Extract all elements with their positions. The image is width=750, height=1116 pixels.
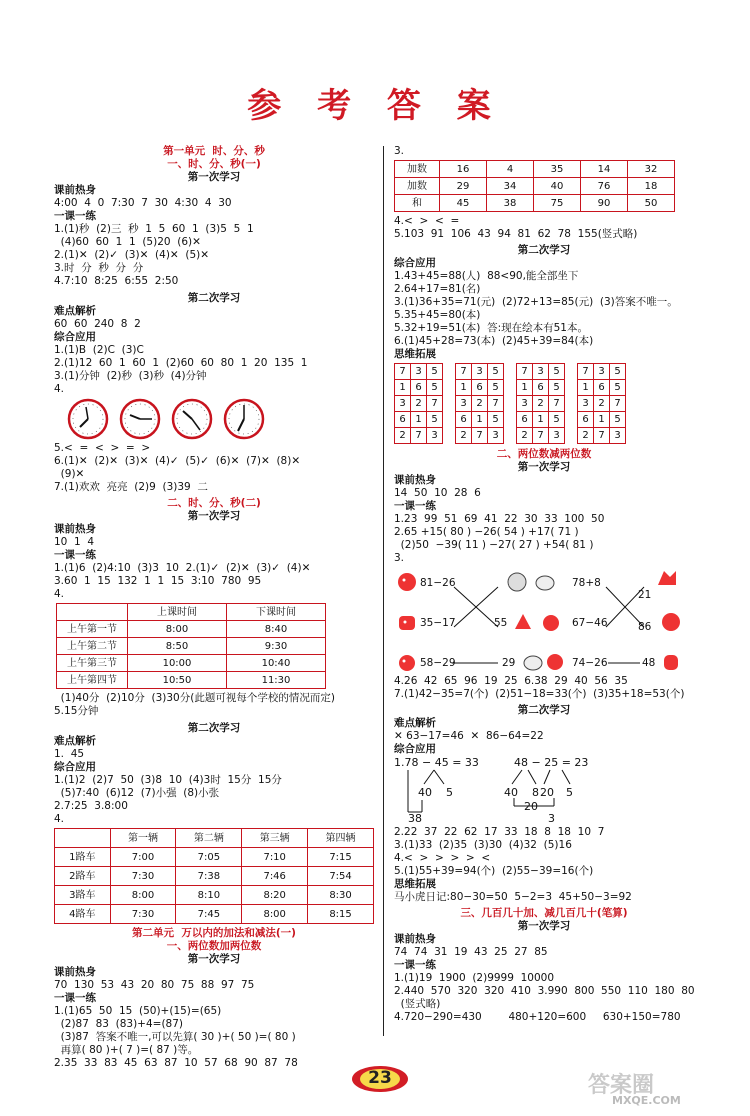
table-cell: 8:20 — [242, 886, 308, 905]
animal-icon — [660, 611, 682, 633]
table-cell: 4路车 — [55, 905, 111, 924]
watermark-url: MXQE.COM — [612, 1094, 681, 1107]
grid-cell: 5 — [549, 380, 565, 396]
equation: 48 − 25 = 23 — [514, 756, 589, 769]
table-cell: 7:00 — [110, 848, 176, 867]
grid-cell: 6 — [456, 412, 472, 428]
study-heading: 第二次学习 — [187, 292, 241, 304]
table-cell: 8:00 — [128, 621, 227, 638]
table-row — [55, 886, 374, 905]
answer-line: 4.7:10 8:25 6:55 2:50 — [54, 275, 179, 287]
table-cell: 10:40 — [227, 655, 326, 672]
tree-number: 20 — [540, 786, 554, 799]
expression: 74−26 — [572, 657, 608, 669]
animal-icon — [512, 611, 534, 633]
grid-cell: 7 — [488, 396, 504, 412]
answer-line: 马小虎日记:80−30=50 5−2=3 45+50−3=92 — [394, 891, 632, 903]
answer-line: 1.23 99 51 69 41 22 30 33 100 50 — [394, 513, 605, 525]
clock-row — [66, 396, 374, 442]
answers-block-b — [54, 305, 374, 396]
table-cell: 2路车 — [55, 867, 111, 886]
table-header-row — [57, 604, 326, 621]
answer-line: 难点解析 — [54, 735, 96, 747]
answer-line: 课前热身 — [394, 933, 436, 945]
table-cell: 38 — [487, 195, 534, 212]
answer-line: 10 1 4 — [54, 536, 95, 548]
grid-cell: 1 — [456, 380, 472, 396]
study-heading: 第二次学习 — [517, 704, 571, 716]
table-cell: 上午第三节 — [57, 655, 128, 672]
answer-line: ✕ 63−17=46 ✕ 86−64=22 — [394, 730, 544, 742]
tree-number: 5 — [566, 786, 573, 799]
answers-block-d — [394, 675, 694, 701]
question-label: 3. — [394, 145, 405, 157]
study-heading: 第一次学习 — [187, 953, 241, 965]
answer-line: 4. — [54, 383, 65, 395]
table-cell: 34 — [487, 178, 534, 195]
table-cell: 7:54 — [308, 867, 374, 886]
table-cell: 加数 — [395, 178, 440, 195]
study-heading: 第一次学习 — [517, 461, 571, 473]
table-cell: 29 — [440, 178, 487, 195]
answer-number: 48 — [642, 657, 656, 669]
number-grid — [577, 363, 626, 444]
grid-cell: 7 — [549, 396, 565, 412]
grid-cell: 1 — [472, 412, 488, 428]
expression: 35−17 — [420, 617, 456, 629]
table-cell: 7:46 — [242, 867, 308, 886]
grid-cell: 2 — [533, 396, 549, 412]
table-cell: 上午第一节 — [57, 621, 128, 638]
grid-cell: 7 — [517, 364, 533, 380]
answer-line: 难点解析 — [54, 305, 96, 317]
grid-cell: 7 — [411, 428, 427, 444]
answer-line: 1. 45 — [54, 748, 85, 760]
answer-line: 课前热身 — [54, 184, 96, 196]
answer-line: 1.(1)65 50 15 (50)+(15)=(65) — [54, 1005, 222, 1017]
right-column — [394, 145, 694, 1024]
table-cell: 18 — [628, 178, 675, 195]
answer-line: 课前热身 — [54, 966, 96, 978]
table-cell: 第一辆 — [110, 829, 176, 848]
answer-line: 综合应用 — [54, 761, 96, 773]
answer-line: 4.< > > > > < — [394, 852, 491, 864]
table-cell: 第四辆 — [308, 829, 374, 848]
watermark: 答案圈 — [588, 1073, 655, 1098]
grid-cell: 5 — [610, 364, 626, 380]
table-row — [55, 848, 374, 867]
grid-cell: 3 — [610, 428, 626, 444]
grid-cell: 5 — [610, 380, 626, 396]
table-cell: 40 — [534, 178, 581, 195]
grid-cell: 2 — [411, 396, 427, 412]
answer-line: 一课一练 — [394, 959, 436, 971]
answers-block-c — [54, 442, 374, 494]
answer-line: 5.< = < > = > — [54, 442, 151, 454]
answer-line: 70 130 53 43 20 80 75 88 97 75 — [54, 979, 255, 991]
answer-line: 5.32+19=51(本) 答:现在绘本有51本。 — [394, 322, 588, 334]
section1-heading: 一、时、分、秒(一) — [167, 158, 261, 170]
page-number: 23 — [368, 1068, 392, 1088]
answer-line: (2)50 −39( 11 ) −27( 27 ) +54( 81 ) — [394, 539, 594, 551]
answer-line: 7.(1)42−35=7(个) (2)51−18=33(个) (3)35+18=53(个) — [394, 688, 685, 700]
answer-line: 综合应用 — [54, 331, 96, 343]
table-row — [57, 638, 326, 655]
table-cell: 14 — [581, 161, 628, 178]
answer-line: 2.440 570 320 320 410 3.990 800 550 110 180 80 — [394, 985, 695, 997]
answer-number: 86 — [638, 621, 652, 633]
grid-cell: 5 — [427, 412, 443, 428]
answer-line: 1.43+45=88(人) 88<90,能全部坐下 — [394, 270, 579, 282]
grid-cell: 6 — [411, 380, 427, 396]
grid-cell: 6 — [472, 380, 488, 396]
expression: 67−46 — [572, 617, 608, 629]
answers-block-e — [54, 692, 374, 718]
table-cell: 16 — [440, 161, 487, 178]
table-cell: 50 — [628, 195, 675, 212]
grid-cell: 7 — [594, 428, 610, 444]
grid-cell: 2 — [517, 428, 533, 444]
grid-cell: 7 — [395, 364, 411, 380]
answer-line: 课前热身 — [394, 474, 436, 486]
answer-line: 一课一练 — [54, 992, 96, 1004]
grid-cell: 3 — [472, 364, 488, 380]
table-cell: 加数 — [395, 161, 440, 178]
table-cell: 10:00 — [128, 655, 227, 672]
page-title: 参 考 答 案 — [247, 86, 503, 126]
table-cell: 7:30 — [110, 905, 176, 924]
grid-cell: 6 — [517, 412, 533, 428]
answers-block-c — [394, 474, 694, 565]
answer-line: 课前热身 — [54, 523, 96, 535]
table-row — [395, 195, 675, 212]
grid-cell: 7 — [427, 396, 443, 412]
table-cell: 8:15 — [308, 905, 374, 924]
grid-cell: 1 — [578, 380, 594, 396]
equation: 1.78 − 45 = 33 — [394, 756, 479, 769]
answer-line: 2.(1)✕ (2)✓ (3)✕ (4)✕ (5)✕ — [54, 249, 210, 261]
answer-line: (5)7:40 (6)12 (7)小强 (8)小张 — [54, 787, 220, 799]
expression: 81−26 — [420, 577, 456, 589]
grid-cell: 3 — [578, 396, 594, 412]
animal-icon — [396, 651, 418, 673]
section2-heading: 二、时、分、秒(二) — [167, 497, 261, 509]
table-row — [55, 905, 374, 924]
table-cell: 32 — [628, 161, 675, 178]
table-cell — [57, 604, 128, 621]
answer-line: 3.(1)36+35=71(元) (2)72+13=85(元) (3)答案不唯一。 — [394, 296, 678, 308]
number-grid — [455, 363, 504, 444]
grid-cell: 5 — [610, 412, 626, 428]
table-cell: 11:30 — [227, 672, 326, 689]
answer-line: 4.720−290=430 480+120=600 630+150=780 — [394, 1011, 681, 1023]
answer-line: (9)✕ — [54, 468, 85, 480]
grid-cell: 7 — [472, 428, 488, 444]
grid-cell: 5 — [549, 412, 565, 428]
table-cell: 第二辆 — [176, 829, 242, 848]
grid-cell: 3 — [488, 428, 504, 444]
answer-line: 4.< > < = — [394, 215, 460, 227]
table-cell: 8:10 — [176, 886, 242, 905]
answer-line: 难点解析 — [394, 717, 436, 729]
class-time-table — [56, 603, 326, 689]
answer-line: 60 60 240 8 2 — [54, 318, 141, 330]
animal-icon — [396, 611, 418, 633]
answer-line: 一课一练 — [54, 549, 96, 561]
animal-icon — [506, 571, 528, 593]
answer-line: 1.(1)6 (2)4:10 (3)3 10 2.(1)✓ (2)✕ (3)✓ (4)✕ — [54, 562, 311, 574]
tree-number: 8 — [532, 786, 539, 799]
table-cell: 90 — [581, 195, 628, 212]
answer-line: 3.时 分 秒 分 分 — [54, 262, 144, 274]
answer-line: 5.15分钟 — [54, 705, 99, 717]
tree-number: 40 — [418, 786, 432, 799]
grid-cell: 2 — [472, 396, 488, 412]
grid-cell: 1 — [533, 412, 549, 428]
answer-line: 3.(1)33 (2)35 (3)30 (4)32 (5)16 — [394, 839, 572, 851]
animal-icon — [540, 611, 562, 633]
grid-cell: 3 — [549, 428, 565, 444]
section3-heading: 一、两位数加两位数 — [166, 940, 262, 952]
study-heading: 第一次学习 — [517, 920, 571, 932]
grid-cell: 5 — [488, 380, 504, 396]
grid-cell: 3 — [594, 364, 610, 380]
tree-number: 40 — [504, 786, 518, 799]
grid-cell: 3 — [411, 364, 427, 380]
answers-block-g — [54, 966, 374, 1070]
number-grid — [394, 363, 443, 444]
answer-number: 29 — [502, 657, 516, 669]
answers-block-d — [54, 523, 374, 601]
grid-cell: 2 — [456, 428, 472, 444]
grid-cell: 7 — [610, 396, 626, 412]
answer-line: 思维拓展 — [394, 348, 436, 360]
animal-icon — [522, 651, 544, 673]
answer-line: 4. — [54, 813, 65, 825]
table-cell: 8:30 — [308, 886, 374, 905]
answer-number: 55 — [494, 617, 508, 629]
table-cell: 8:00 — [242, 905, 308, 924]
answer-line: (竖式略) — [394, 998, 441, 1010]
answer-line: 一课一练 — [394, 500, 436, 512]
answer-line: 1.(1)2 (2)7 50 (3)8 10 (4)3时 15分 15分 — [54, 774, 282, 786]
answer-line: 2.7:25 3.8:00 — [54, 800, 128, 812]
clock-icon — [222, 397, 266, 441]
animal-icon — [534, 571, 556, 593]
table-cell: 上午第四节 — [57, 672, 128, 689]
answer-line: (3)87 答案不唯一,可以先算( 30 )+( 50 )=( 80 ) — [54, 1031, 296, 1043]
answer-line: 2.35 33 83 45 63 87 10 57 68 90 87 78 — [54, 1057, 298, 1069]
answer-line: 再算( 80 )+( 7 )=( 87 )等。 — [54, 1044, 199, 1056]
tree-number: 20 — [524, 800, 538, 813]
addition-table — [394, 160, 675, 212]
answer-line: (1)40分 (2)10分 (3)30分(此题可视每个学校的情况而定) — [54, 692, 335, 704]
answer-line: 14 50 10 28 6 — [394, 487, 481, 499]
bus-time-table — [54, 828, 374, 924]
table-cell: 7:15 — [308, 848, 374, 867]
tree-number: 38 — [408, 812, 422, 825]
table-cell: 第三辆 — [242, 829, 308, 848]
table-cell: 1路车 — [55, 848, 111, 867]
grid-cell: 1 — [517, 380, 533, 396]
answer-line: 综合应用 — [394, 743, 436, 755]
tree-number: 5 — [446, 786, 453, 799]
grid-cell: 6 — [594, 380, 610, 396]
table-cell: 8:40 — [227, 621, 326, 638]
expression: 58−29 — [420, 657, 456, 669]
left-column — [54, 145, 374, 1070]
answer-line: (2)87 83 (83)+4=(87) — [54, 1018, 184, 1030]
study-heading: 第二次学习 — [517, 244, 571, 256]
decomposition-diagram — [394, 756, 694, 826]
answers-block-a — [54, 184, 374, 288]
number-grids — [394, 363, 694, 444]
answer-line: 1.(1)B (2)C (3)C — [54, 344, 144, 356]
grid-cell: 3 — [427, 428, 443, 444]
grid-cell: 7 — [578, 364, 594, 380]
grid-cell: 3 — [395, 396, 411, 412]
table-cell: 7:38 — [176, 867, 242, 886]
answer-line: 3.(1)分钟 (2)秒 (3)秒 (4)分钟 — [54, 370, 207, 382]
grid-cell: 1 — [594, 412, 610, 428]
answer-line: 5.(1)55+39=94(个) (2)55−39=16(个) — [394, 865, 594, 877]
grid-cell: 7 — [533, 428, 549, 444]
study-heading: 第二次学习 — [187, 722, 241, 734]
grid-cell: 3 — [456, 396, 472, 412]
animal-icon — [396, 571, 418, 593]
grid-cell: 1 — [395, 380, 411, 396]
section2-heading: 三、几百几十加、减几百几十(笔算) — [460, 907, 628, 919]
study-heading: 第一次学习 — [187, 171, 241, 183]
answer-line: 7.(1)欢欢 亮亮 (2)9 (3)39 二 — [54, 481, 208, 493]
answer-line: 4. — [54, 588, 65, 600]
grid-cell: 7 — [456, 364, 472, 380]
answer-line: 74 74 31 19 43 25 27 85 — [394, 946, 548, 958]
grid-cell: 5 — [427, 380, 443, 396]
grid-cell: 2 — [395, 428, 411, 444]
answer-line: 2.65 +15( 80 ) −26( 54 ) +17( 71 ) — [394, 526, 579, 538]
grid-cell: 3 — [533, 364, 549, 380]
unit1-heading: 第一单元 时、分、秒 — [163, 145, 265, 157]
answer-number: 21 — [638, 589, 652, 601]
table-row — [57, 621, 326, 638]
column-divider — [383, 146, 384, 1036]
clock-icon — [118, 397, 162, 441]
table-cell: 35 — [534, 161, 581, 178]
grid-cell: 5 — [549, 364, 565, 380]
table-cell: 7:05 — [176, 848, 242, 867]
grid-cell: 2 — [578, 428, 594, 444]
answer-line: 4.26 42 65 96 19 25 6.38 29 40 56 35 — [394, 675, 628, 687]
answer-line: 1.(1)秒 (2)三 秒 1 5 60 1 (3)5 5 1 — [54, 223, 254, 235]
answer-line: 思维拓展 — [394, 878, 436, 890]
table-cell: 8:50 — [128, 638, 227, 655]
table-cell: 3路车 — [55, 886, 111, 905]
answer-line: 5.103 91 106 43 94 81 62 78 155(竖式略) — [394, 228, 638, 240]
table-cell: 9:30 — [227, 638, 326, 655]
grid-cell: 5 — [488, 364, 504, 380]
table-row — [57, 672, 326, 689]
expression: 78+8 — [572, 577, 601, 589]
table-cell: 4 — [487, 161, 534, 178]
table-cell: 上课时间 — [128, 604, 227, 621]
table-cell — [55, 829, 111, 848]
answer-line: 3. — [394, 552, 405, 564]
matching-exercise — [394, 565, 694, 675]
table-cell: 75 — [534, 195, 581, 212]
answers-block-g — [394, 933, 694, 1024]
table-header-row — [55, 829, 374, 848]
unit2-heading: 第二单元 万以内的加法和减法(一) — [132, 927, 296, 939]
answer-line: (4)60 60 1 1 (5)20 (6)✕ — [54, 236, 201, 248]
table-cell: 下课时间 — [227, 604, 326, 621]
answer-line: 2.22 37 22 62 17 33 18 8 18 10 7 — [394, 826, 605, 838]
animal-icon — [660, 651, 682, 673]
grid-cell: 6 — [395, 412, 411, 428]
answer-line: 3.60 1 15 132 1 1 15 3:10 780 95 — [54, 575, 262, 587]
table-row — [395, 161, 675, 178]
table-row — [55, 867, 374, 886]
clock-icon — [66, 397, 110, 441]
answer-line: 4:00 4 0 7:30 7 30 4:30 4 30 — [54, 197, 232, 209]
animal-icon — [544, 651, 566, 673]
answers-block-f — [54, 735, 374, 826]
answers-block-a — [394, 215, 694, 241]
animal-icon — [656, 567, 678, 589]
tree-number: 3 — [548, 812, 555, 825]
grid-cell: 6 — [533, 380, 549, 396]
table-row — [395, 178, 675, 195]
clock-icon — [170, 397, 214, 441]
answers-block-e — [394, 717, 694, 756]
answer-line: 综合应用 — [394, 257, 436, 269]
table-cell: 8:00 — [110, 886, 176, 905]
grid-cell: 2 — [594, 396, 610, 412]
grid-cell: 5 — [488, 412, 504, 428]
table-cell: 7:45 — [176, 905, 242, 924]
section-heading: 二、两位数减两位数 — [496, 448, 592, 460]
table-cell: 76 — [581, 178, 628, 195]
answer-line: 2.64+17=81(名) — [394, 283, 481, 295]
table-cell: 7:30 — [110, 867, 176, 886]
table-cell: 45 — [440, 195, 487, 212]
grid-cell: 1 — [411, 412, 427, 428]
answer-line: 5.35+45=80(本) — [394, 309, 481, 321]
table-cell: 上午第二节 — [57, 638, 128, 655]
answer-line: 6.(1)45+28=73(本) (2)45+39=84(本) — [394, 335, 594, 347]
answer-line: 6.(1)✕ (2)✕ (3)✕ (4)✓ (5)✓ (6)✕ (7)✕ (8)✕ — [54, 455, 301, 467]
grid-cell: 6 — [578, 412, 594, 428]
answer-line: 2.(1)12 60 1 60 1 (2)60 60 80 1 20 135 1 — [54, 357, 308, 369]
table-row — [57, 655, 326, 672]
answers-block-f — [394, 826, 694, 904]
table-cell: 7:10 — [242, 848, 308, 867]
grid-cell: 3 — [517, 396, 533, 412]
study-heading: 第一次学习 — [187, 510, 241, 522]
table-cell: 10:50 — [128, 672, 227, 689]
answers-block-b — [394, 257, 694, 361]
number-grid — [516, 363, 565, 444]
table-cell: 和 — [395, 195, 440, 212]
answer-line: 1.(1)19 1900 (2)9999 10000 — [394, 972, 554, 984]
grid-cell: 5 — [427, 364, 443, 380]
answer-line: 一课一练 — [54, 210, 96, 222]
